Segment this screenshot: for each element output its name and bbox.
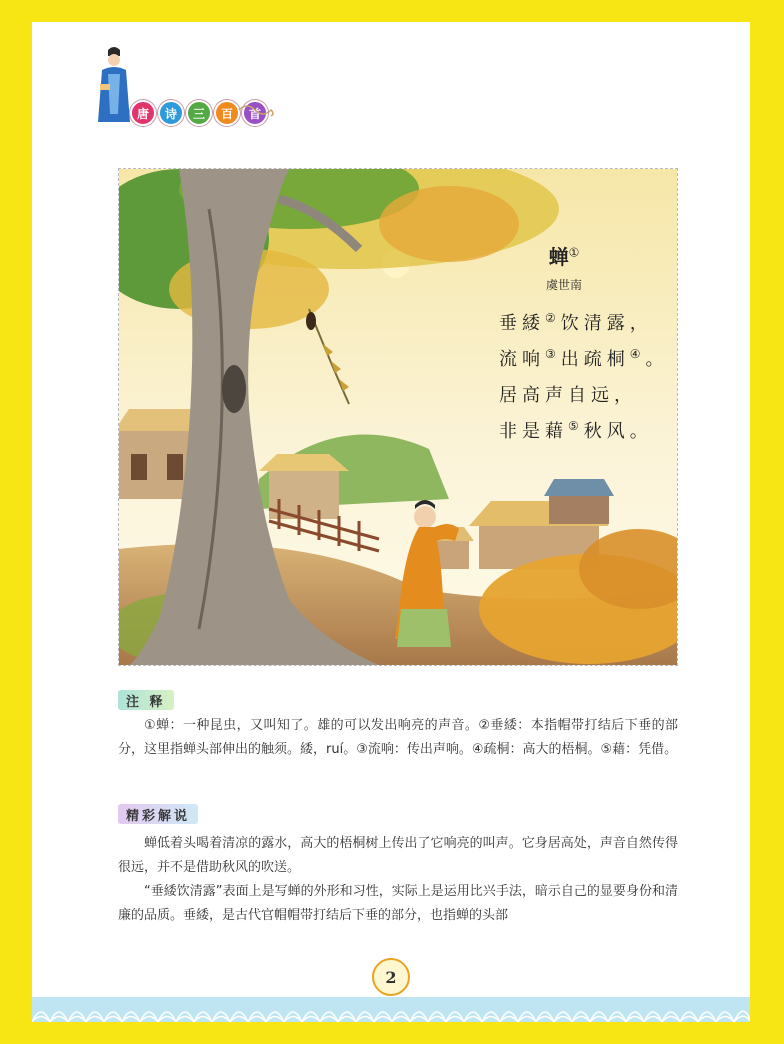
analysis-paragraph-2: “垂緌饮清露”表面上是写蝉的外形和习性，实际上是运用比兴手法，暗示自己的显要身份和清廉的品质。垂緌，是古代官帽帽带打结后下垂的部分，也指蝉的头部 — [118, 884, 678, 923]
analysis-paragraph-1: 蝉低着头喝着清凉的露水，高大的梧桐树上传出了它响亮的叫声。它身居高处，声音自然传得很远，并不是借助秋风的吹送。 — [118, 836, 678, 875]
notes-text: ①蝉：一种昆虫，又叫知了。雄的可以发出响亮的声音。②垂緌：本指帽带打结后下垂的部分，这里指蝉头部伸出的触须。緌，ruí。③流响：传出声响。④疏桐：高大的梧桐。⑤藉：凭借。 — [118, 718, 678, 757]
poem-author: 虞世南 — [545, 278, 582, 292]
poem-title-text: 蝉 — [548, 245, 569, 269]
series-char-1: 唐 — [130, 100, 156, 126]
analysis-section-label: 精彩解说 — [118, 804, 198, 824]
scholar-figure-icon — [94, 44, 134, 124]
series-char-2: 诗 — [158, 100, 184, 126]
poem-line-2: 流响③出疏桐④。 — [499, 347, 669, 370]
notes-section-label: 注 释 — [118, 690, 174, 710]
series-char-5: 首 — [242, 100, 268, 126]
poem-line-4: 非是藉⑤秋风。 — [499, 419, 653, 442]
book-page — [32, 22, 750, 1022]
poem-line-1: 垂緌②饮清露， — [499, 311, 653, 334]
swirl-ornament-icon — [237, 102, 277, 118]
wave-pattern-footer — [32, 997, 750, 1022]
poem-title — [459, 241, 669, 270]
poem-line-3: 居高声自远， — [499, 385, 637, 406]
poem-title-note: ① — [568, 245, 580, 260]
page-number: 2 — [372, 958, 410, 996]
poem-illustration — [118, 168, 678, 666]
series-char-4: 百 — [214, 100, 240, 126]
series-char-3: 三 — [186, 100, 212, 126]
poem-text-block — [499, 241, 669, 447]
